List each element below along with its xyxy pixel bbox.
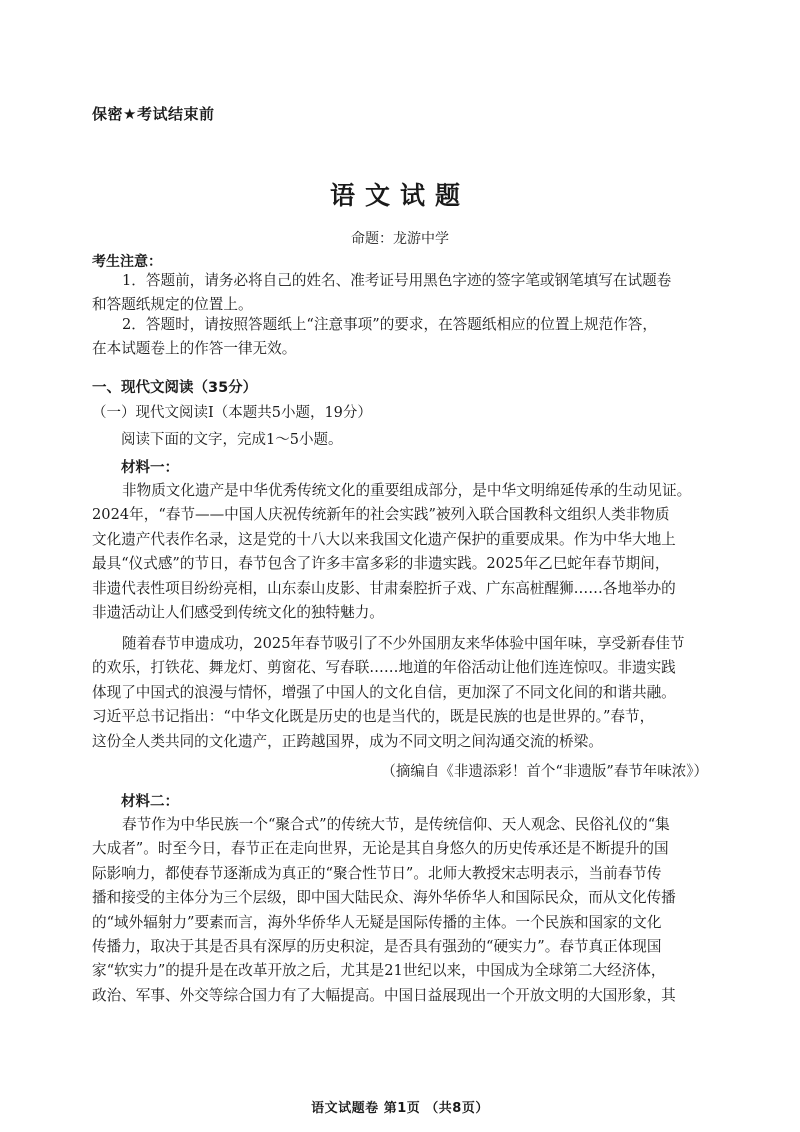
text-line: 1．答题前，请务必将自己的姓名、准考证号用黑色字迹的签字笔或钢笔填写在试题卷 bbox=[122, 272, 672, 289]
text-line: 非物质文化遗产是中华优秀传统文化的重要组成部分，是中华文明绵延传承的生动见证。 bbox=[122, 482, 692, 499]
text-line: 大成者”。时至今日，春节正在走向世界，无论是其自身悠久的历史传承还是不断提升的国 bbox=[92, 840, 669, 858]
text-line: 体现了中国式的浪漫与情怀，增强了中国人的文化自信，更加深了不同文化间的和谐共融。 bbox=[92, 683, 676, 701]
subsection-heading: （一）现代文阅读Ⅰ（本题共5小题，19分） bbox=[92, 405, 372, 421]
text-line: 和答题纸规定的位置上。 bbox=[92, 296, 253, 314]
material-2-paragraph-1 bbox=[92, 813, 710, 1008]
text-line: 政治、军事、外交等综合国力有了大幅提高。中国日益展现出一个开放文明的大国形象，其 bbox=[92, 986, 676, 1004]
reading-instruction: 阅读下面的文字，完成1～5小题。 bbox=[121, 432, 343, 448]
text-line: 这份全人类共同的文化遗产，正跨越国界，成为不同文明之间沟通交流的桥梁。 bbox=[92, 732, 603, 750]
section-heading: 一、现代文阅读（35分） bbox=[92, 380, 258, 396]
text-line: 传播力，取决于其是否具有深厚的历史积淀，是否具有强劲的“硬实力”。春节真正体现国 bbox=[92, 938, 662, 956]
text-line: 2024年，“春节——中国人庆祝传统新年的社会实践”被列入联合国教科文组织人类非物质 bbox=[92, 506, 670, 524]
text-line: 文化遗产代表作名录，这是党的十八大以来我国文化遗产保护的重要成果。作为中华大地上 bbox=[92, 530, 676, 548]
page-title: 语文试题 bbox=[329, 181, 470, 210]
material-2-label: 材料二： bbox=[121, 794, 179, 810]
notice-item-2 bbox=[92, 313, 710, 362]
author-line: 命题：龙游中学 bbox=[351, 231, 449, 247]
notice-label: 考生注意： bbox=[92, 254, 162, 270]
text-line: 的“域外辐射力”要素而言，海外华侨华人无疑是国际传播的主体。一个民族和国家的文化 bbox=[92, 913, 662, 931]
notice-item-1 bbox=[92, 269, 710, 318]
material-1-paragraph-1 bbox=[92, 479, 710, 625]
text-line: 最具“仪式感”的节日，春节包含了许多丰富多彩的非遗实践。2025年乙巳蛇年春节期间， bbox=[92, 555, 670, 573]
material-1-paragraph-2 bbox=[92, 632, 710, 754]
text-line: 2．答题时，请按照答题纸上“注意事项”的要求，在答题纸相应的位置上规范作答， bbox=[122, 316, 657, 333]
text-line: 非遗活动让人们感受到传统文化的独特魅力。 bbox=[92, 604, 384, 622]
material-1-label: 材料一： bbox=[121, 460, 179, 476]
text-line: 际影响力，都使春节逐渐成为真正的“聚合性节日”。北师大教授宋志明表示，当前春节传 bbox=[92, 864, 662, 882]
text-line: 非遗代表性项目纷纷亮相，山东泰山皮影、甘肃秦腔折子戏、广东高桩醒狮……各地举办的 bbox=[92, 579, 676, 597]
text-line: 在本试题卷上的作答一律无效。 bbox=[92, 340, 297, 358]
text-line: 随着春节申遗成功，2025年春节吸引了不少外国朋友来华体验中国年味，享受新春佳节 bbox=[122, 635, 685, 652]
text-line: 习近平总书记指出：“中华文化既是历史的也是当代的，既是民族的也是世界的。”春节， bbox=[92, 708, 655, 726]
text-line: 播和接受的主体分为三个层级，即中国大陆民众、海外华侨华人和国际民众，而从文化传播 bbox=[92, 889, 676, 907]
text-line: 的欢乐，打铁花、舞龙灯、剪窗花、写春联……地道的年俗活动让他们连连惊叹。非遗实践 bbox=[92, 659, 676, 677]
text-line: 春节作为中华民族一个“聚合式”的传统大节，是传统信仰、天人观念、民俗礼仪的“集 bbox=[122, 816, 670, 833]
text-line: 家“软实力”的提升是在改革开放之后，尤其是21世纪以来，中国成为全球第二大经济体， bbox=[92, 962, 666, 980]
confidential-mark: 保密★考试结束前 bbox=[92, 105, 215, 123]
material-1-source: （摘编自《非遗添彩！首个“非遗版”春节年味浓》） bbox=[381, 764, 708, 780]
page-footer: 语文试题卷 第1页 （共8页） bbox=[311, 1101, 489, 1116]
